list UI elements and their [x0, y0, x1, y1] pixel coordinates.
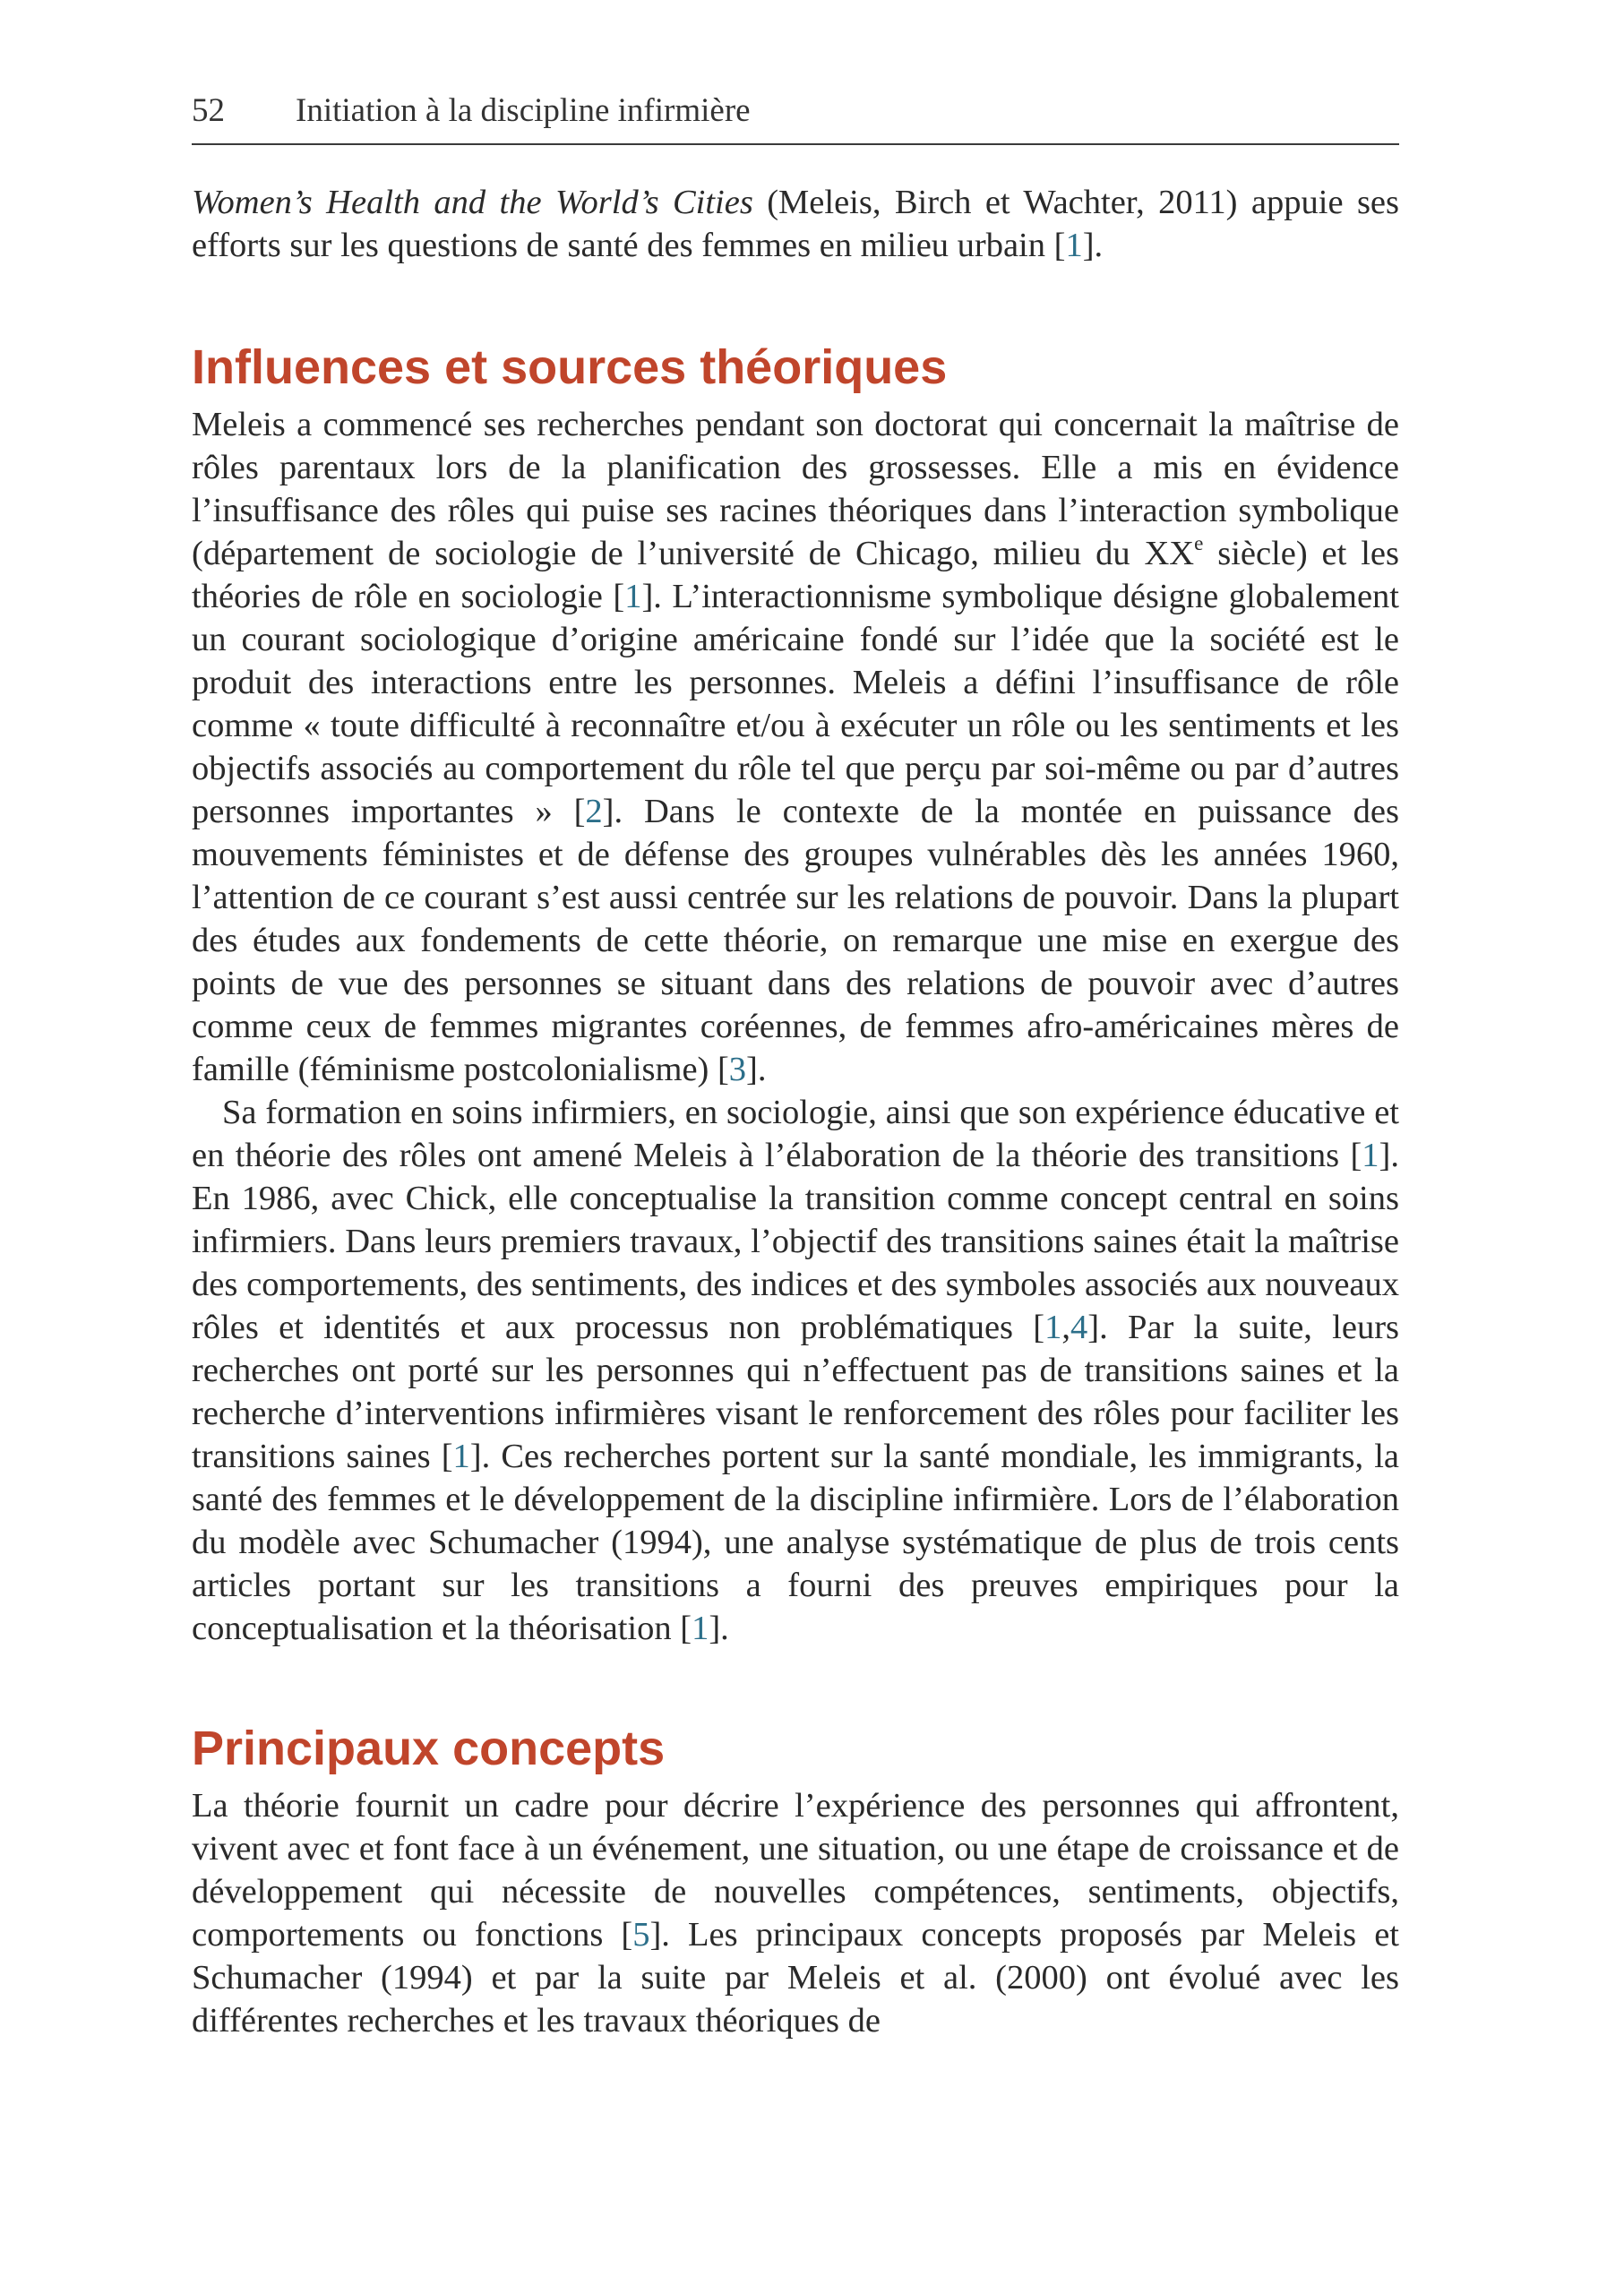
text-run: siècle) et les théories de rôle en sociologie [ — [192, 535, 1399, 615]
text-run: ]. Ces recherches portent sur la santé mondiale, les immigrants, la santé des femmes et le développement de la discipline infirmière. Lors de l’élaboration du modèle avec Schumacher (1994), une analyse systématique de plus de trois cents articles portant sur les transitions a fourni des preuves empiriques pour la conceptualisation et la théorisation [ — [192, 1438, 1399, 1647]
running-title: Initiation à la discipline infirmière — [296, 92, 751, 129]
section-heading-concepts: Principaux concepts — [192, 1722, 666, 1775]
section-heading-influences: Influences et sources théoriques — [192, 340, 948, 394]
citation-link[interactable]: 4 — [1070, 1309, 1088, 1346]
citation-link[interactable]: 1 — [1065, 227, 1083, 264]
paragraph — [192, 1784, 1399, 2042]
text-run: ]. — [709, 1610, 729, 1647]
text-run: ]. — [746, 1051, 767, 1088]
text-run: ]. Dans le contexte de la montée en puissance des mouvements féministes et de défense des groupes vulnérables dès les années 1960, l’attention de ce courant s’est aussi centrée sur les relations de pouvoir. Dans la plupart des études aux fondements de cette théorie, on remarque une mise en exergue des points de vue des personnes se situant dans des relations de pouvoir avec d’autres comme ceux de femmes migrantes coréennes, de femmes afro-américaines mères de famille (féminisme postcolonialisme) [ — [192, 793, 1399, 1088]
citation-link[interactable]: 1 — [1362, 1137, 1379, 1174]
superscript: e — [1194, 530, 1204, 554]
citation-link[interactable]: 1 — [624, 578, 642, 615]
page-content — [192, 181, 1399, 2042]
citation-link[interactable]: 3 — [728, 1051, 747, 1088]
citation-link[interactable]: 1 — [1044, 1309, 1062, 1346]
text-run: La théorie fournit un cadre pour décrire l’expérience des personnes qui affrontent, vivent avec et font face à un événement, une situation, ou une étape de croissance et de développement qui nécessite de nouvelles compétences, sentiments, objectifs, comportements ou fonctions [ — [192, 1787, 1399, 1954]
paragraph — [192, 403, 1399, 1091]
intro-paragraph — [192, 181, 1399, 267]
citation-separator: , — [1061, 1309, 1070, 1346]
text-run: (Meleis, Birch et Wachter, 2011) appuie ses efforts sur les questions de santé des femmes en milieu urbain [ — [192, 184, 1400, 264]
citation-link[interactable]: 1 — [692, 1610, 709, 1647]
text-run: Meleis a commencé ses recherches pendant son doctorat qui concernait la maîtrise de rôles parentaux lors de la planification des grossesses. Elle a mis en évidence l’insuffisance des rôles qui puise ses racines théoriques dans l’interaction symbolique (département de sociologie de l’université de Chicago, milieu du XX — [192, 406, 1399, 572]
page-header — [192, 88, 1399, 145]
text-run: ]. Les principaux concepts proposés par Meleis et Schumacher (1994) et par la suite par Meleis et al. (2000) ont évolué avec les différentes recherches et les travaux théoriques de — [192, 1916, 1399, 2040]
text-run: ]. Par la suite, leurs recherches ont porté sur les personnes qui n’effectuent pas de transitions saines et la recherche d’interventions infirmières visant le renforcement des rôles pour faciliter les transitions saines [ — [192, 1309, 1400, 1475]
page-number: 52 — [192, 92, 225, 129]
text-run: ]. En 1986, avec Chick, elle conceptualise la transition comme concept central en soins infirmiers. Dans leurs premiers travaux, l’objectif des transitions saines était la maîtrise des comportements, des sentiments, des indices et des symboles associés aux nouveaux rôles et identités et aux processus non problématiques [ — [192, 1137, 1399, 1346]
citation-link[interactable]: 5 — [632, 1916, 650, 1954]
text-run: Sa formation en soins infirmiers, en sociologie, ainsi que son expérience éducative et en théorie des rôles ont amené Meleis à l’élaboration de la théorie des transitions [ — [192, 1094, 1399, 1174]
text-run: ]. L’interactionnisme symbolique désigne globalement un courant sociologique d’origine américaine fondé sur l’idée que la société est le produit des interactions entre les personnes. Meleis a défini l’insuffisance de rôle comme « toute difficulté à reconnaître et/ou à exécuter un rôle ou les sentiments et les objectifs associés au comportement du rôle tel que perçu par soi-même ou par d’autres personnes importantes » [ — [192, 578, 1399, 830]
book-title: Women’s Health and the World’s Cities — [192, 184, 753, 221]
citation-link[interactable]: 1 — [452, 1438, 470, 1475]
text-run: ]. — [1082, 227, 1104, 264]
citation-link[interactable]: 2 — [585, 793, 603, 830]
paragraph — [192, 1091, 1399, 1650]
